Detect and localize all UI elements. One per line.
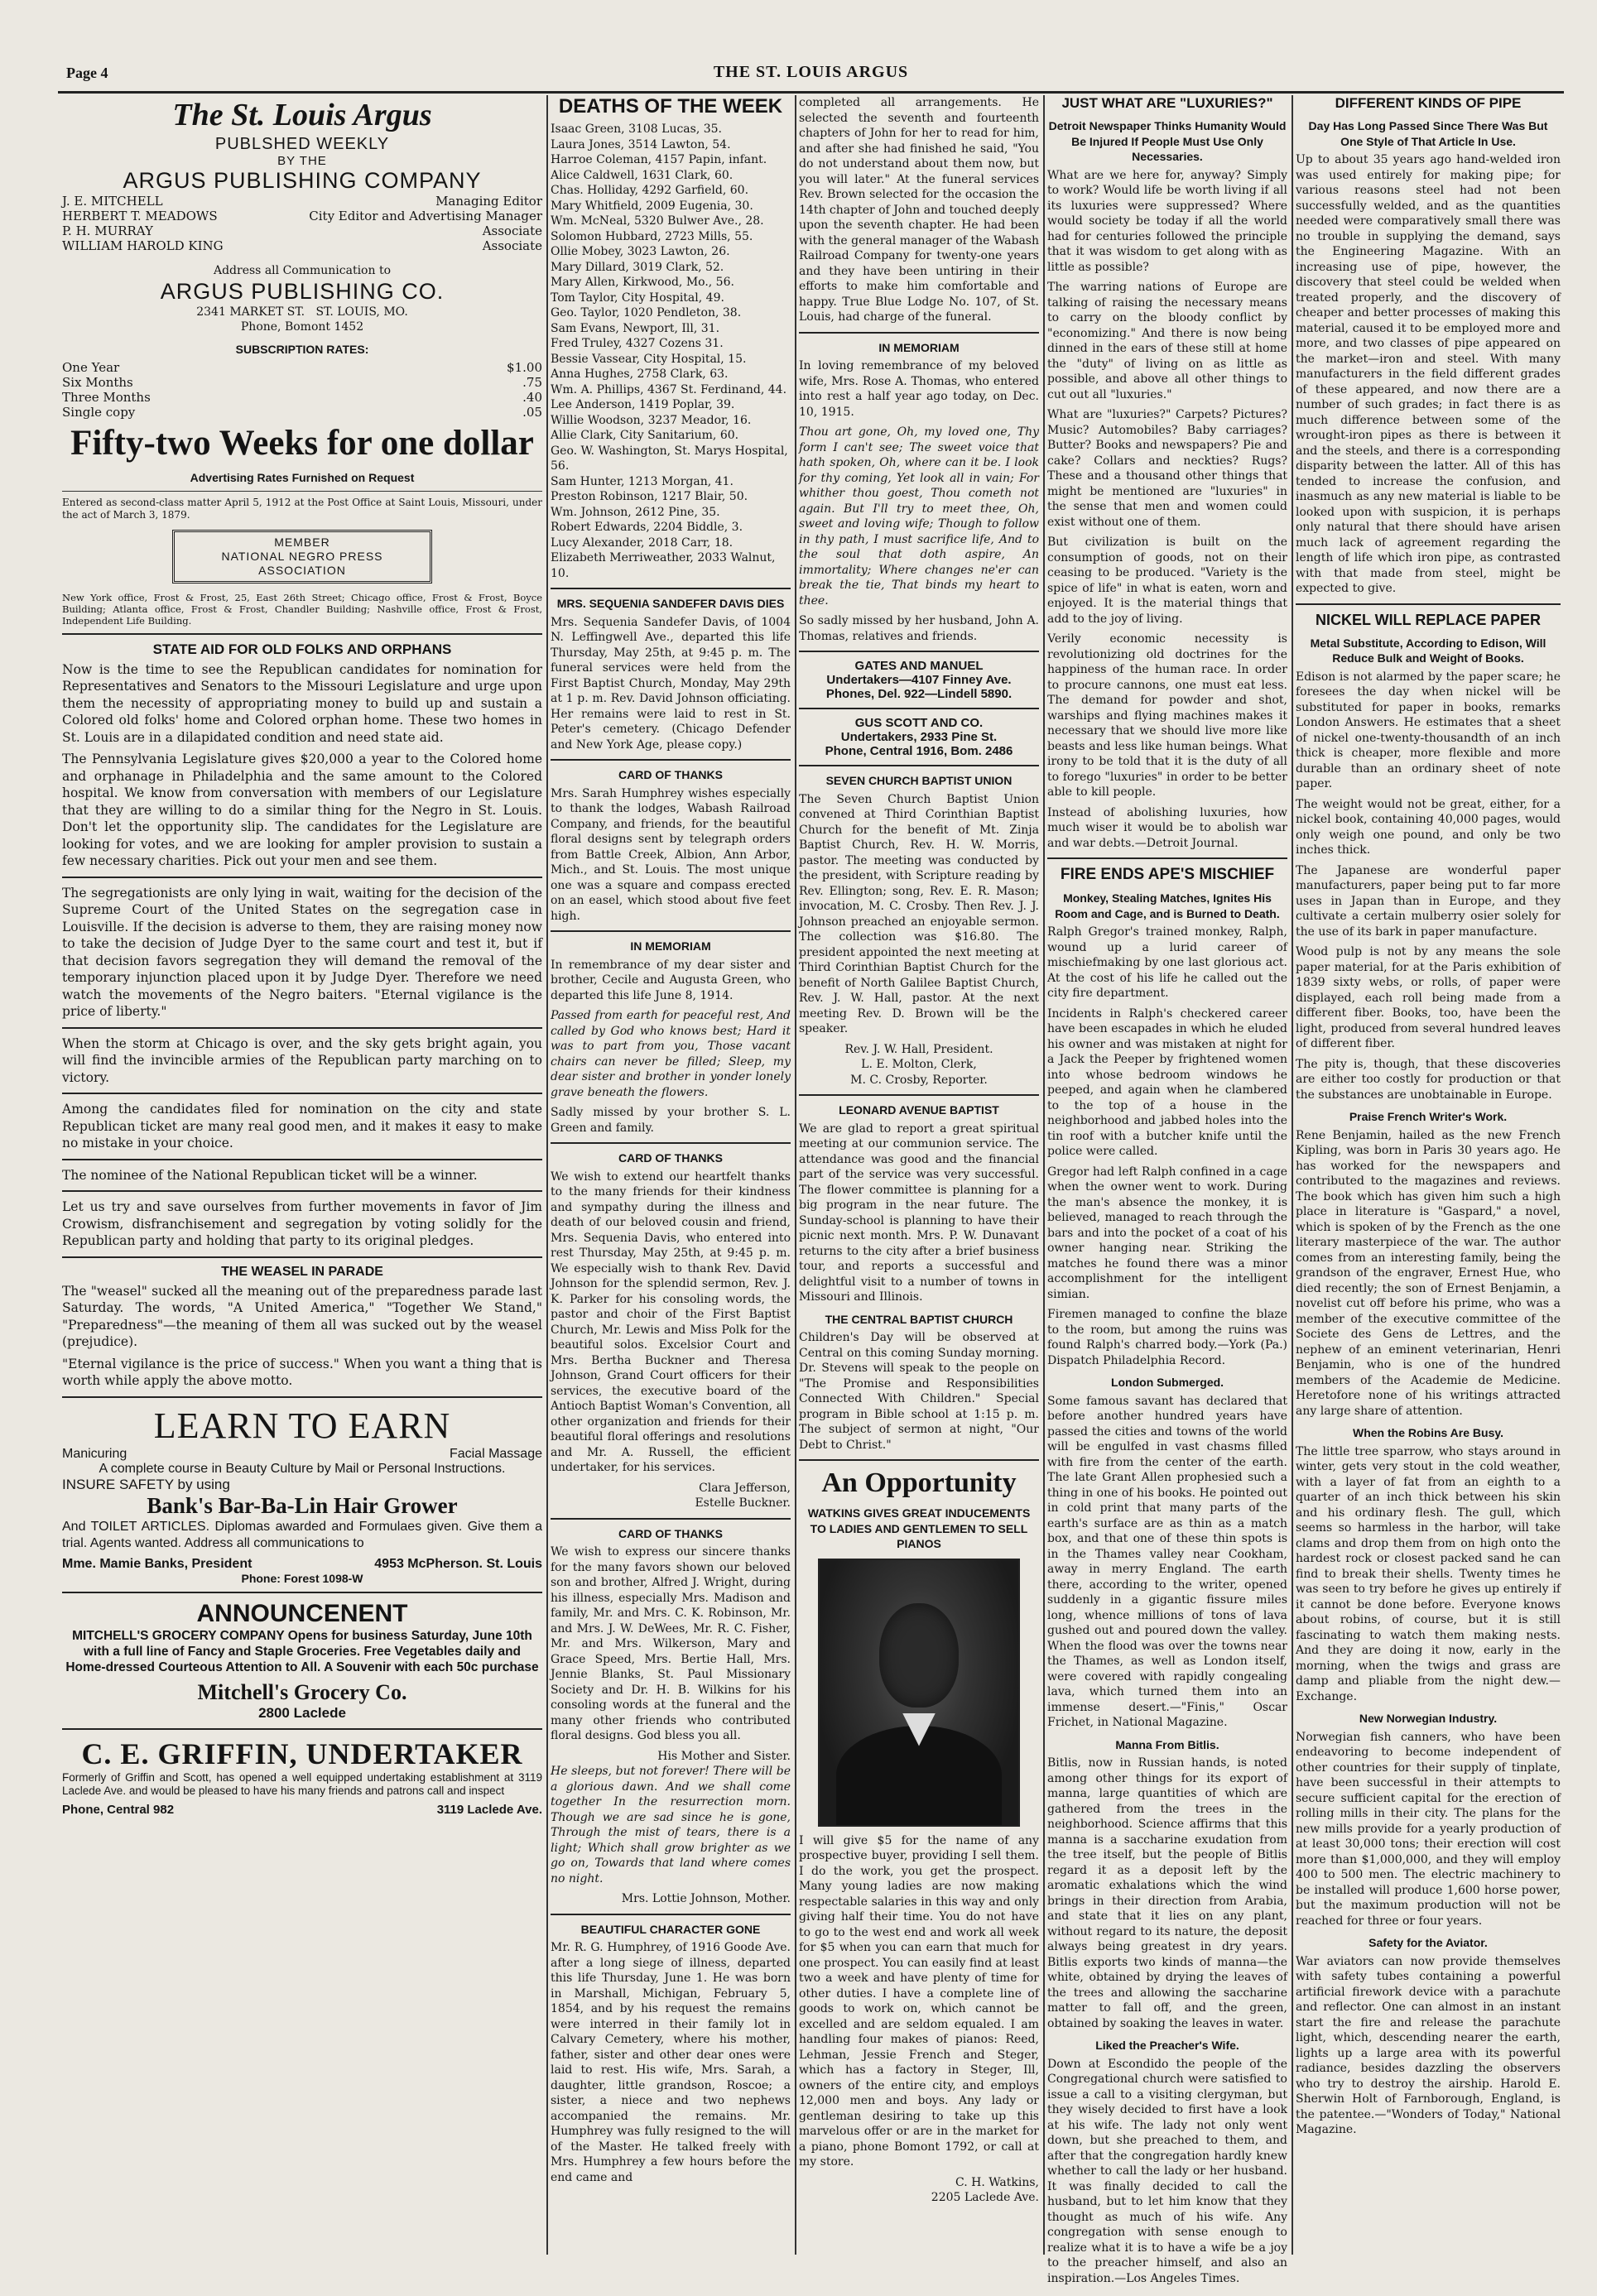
signature: Mrs. Lottie Johnson, Mother. xyxy=(621,1892,791,1905)
ad-title: ANNOUNCENENT xyxy=(196,1599,408,1627)
french-writer-heading: Praise French Writer's Work. xyxy=(1349,1110,1508,1123)
page-number: Page 4 xyxy=(66,65,108,81)
article-paragraph: We wish to extend our heartfelt thanks to the many friends for their kindness and sympathy during the illness and death of our beloved cousin and friend, Mrs. Sequenia Davis, who entered into rest Thursday, May 25th, at 9:45 p. m. We especially wish to thank Rev. David Johnson for the splendid sermon, Rev. J. K. Parker for his consoling words, the pastor and choir of the First Baptist Church, Mr. Lewis and Miss Polk for the beautiful solos. Excelsior Court and Mrs. Bertha Buckner and Theresa Johnson, Grand Court officers for their services, the executive board of the Antioch Baptist Woman's Convention, all other organization and friends for their beautiful floral offerings and resolutions and Mr. A. Russell, the efficient undertaker, for his services. xyxy=(551,1170,791,1474)
luxuries-heading: JUST WHAT ARE "LUXURIES?" xyxy=(1061,95,1273,111)
article-paragraph: Some famous savant has declared that before another hundred years have passed the cities and towns of the world will be engulfed in vast chasms filled with fire from the center of the earth. The late Grant Allen prophesied such a thing in one of his books. He pointed out in cold print that many parts of the earth's surface are as thin as a match box, and that one of these thin spots is in the Thames valley near Cookham, away in merry England. The earth there, according to the writer, opened suddenly in a gigantic fissure miles long, whence millions of tons of lava gushed out and poured down the valley. When the flood was over the towns near the Thames, as well as London itself, were covered with rapidly congealing lava, which turned them into an immense desert.—"Finis," Oscar Frichet, in National Magazine. xyxy=(1047,1394,1287,1729)
article-paragraph: When the storm at Chicago is over, and the sky gets bright again, you will find the invincible armies of the Republican party marching on to victory. xyxy=(62,1035,542,1085)
article-paragraph: Rene Benjamin, hailed as the new French Kipling, was born in Paris 30 years ago. He has worked for the newspapers and contributed to the magazines and reviews. The book which has given him such a high place in literature is "Gaspard," a novel, which is spoken of by the French as the one literary masterpiece of the war. The author comes from an interesting family, being the grandson of the engraver, Ernest Hue, who died recently; the son of Ernest Benjamin, a novelist cut off before his prime, who was a member of the executive committee of the Societe des Gens de Lettres, and the nephew of an eminent veterinarian, Henri Benjamin, who is one of the hundred members of the Academie de Medicine. Heretofore none of his writings attracted any large share of attention. xyxy=(1296,1128,1561,1418)
published-weekly: PUBLSHED WEEKLY xyxy=(214,135,390,153)
death-notice: Ollie Mobey, 3023 Lawton, 26. xyxy=(551,245,730,258)
advertising-rates: Advertising Rates Furnished on Request xyxy=(190,471,415,484)
death-notice: Alice Caldwell, 1631 Clark, 60. xyxy=(551,168,734,182)
signature: 2205 Laclede Ave. xyxy=(931,2191,1039,2204)
article-paragraph: Verily economic necessity is revolutionizing old doctrines for the happiness of the human race. In order to procure cannons, one must eat less. The demand for powder and shot, warships and flying machines makes it necessary that we should live more like beasts and less like human beings. What irony to be told that it is the duty of all to forego "luxuries" in order to be better able to kill people. xyxy=(1047,632,1287,799)
ad-title: C. E. GRIFFIN, UNDERTAKER xyxy=(81,1736,523,1770)
entry-notice: Entered as second-class matter April 5, 1912 at the Post Office at Saint Louis, Missouri, under the act of March 3, 1879. xyxy=(62,496,542,521)
article-paragraph: Down at Escondido the people of the Congregational church were satisfied to issue a call to a visiting clergyman, but they wisely decided to first have a look at his wife. The lady not only went down, but she preached to them, and after that the congregation hardly knew whether to call the lady or her husband. It was finally decided to call the husband, but to let him know that they thought as much of his wife. Any congregation with sense enough to realize what it is to have a wife be a joy to the preacher himself, and also an inspiration.—Los Angeles Times. xyxy=(1047,2057,1287,2285)
article-paragraph: The nominee of the National Republican ticket will be a winner. xyxy=(62,1167,478,1183)
pipe-heading: DIFFERENT KINDS OF PIPE xyxy=(1335,95,1522,111)
article-paragraph: Now is the time to see the Republican candidates for nomination for Representatives and Senators to the Missouri Legislature and urge upon them the necessity of appropriating money to build up and sustain a Colored old folks' home and Colored orphan home. These two homes in St. Louis are in a dilapidated condition and need state aid. xyxy=(62,661,542,745)
robins-heading: When the Robins Are Busy. xyxy=(1352,1426,1503,1439)
article-paragraph: The pity is, though, that these discoveries are either too costly for production or that the substances are unobtainable in Europe. xyxy=(1296,1057,1561,1102)
undertaker-listing: GATES AND MANUEL Undertakers—4107 Finney Ave. Phones, Del. 922—Lindell 5890. xyxy=(825,659,1013,701)
article-paragraph: Wood pulp is not by any means the sole paper material, for at the Paris exhibition of 1839 sixty webs, or rolls, of paper were displayed, each roll being made from a different fiber. Books, too, have been the light, produced from several hundred leaves of different fiber. xyxy=(1296,945,1561,1050)
death-notice: Lee Anderson, 1419 Poplar, 39. xyxy=(551,398,735,411)
ad-title: LEARN TO EARN xyxy=(153,1405,451,1446)
article-paragraph: "Eternal vigilance is the price of success." When you want a thing that is worth while apply the above motto. xyxy=(62,1356,542,1388)
article-paragraph: What are "luxuries?" Carpets? Pictures? Music? Automobiles? Baby carriages? Butter? Books and newspapers? Pie and cake? Collars and neckties? Rugs? These and a thousand other things that might be mentioned are "luxuries" in the sense that men and women could exist without one of them. xyxy=(1047,408,1287,529)
article-paragraph: We are glad to report a great spiritual meeting at our communion service. The attendance was good and the financial part of the service was very successful. The flower committee is planning for a big program in the near future. The Sunday-school is planning to have their picnic next month. Mrs. P. W. Dunavant returns to the city after a brief business tour, and reports a successful and delightful visit to a number of towns in Missouri and Illinois. xyxy=(799,1122,1039,1304)
signature: L. E. Molton, Clerk, xyxy=(861,1058,977,1071)
aviator-heading: Safety for the Aviator. xyxy=(1369,1936,1488,1949)
death-notice: Harroe Coleman, 4157 Papin, infant. xyxy=(551,153,767,166)
deaths-list xyxy=(551,122,791,581)
running-title: THE ST. LOUIS ARGUS xyxy=(713,63,909,81)
article-paragraph: Edison is not alarmed by the paper scare; he foresees the day when nickel will be substituted for paper in books, remarks London Answers. He estimates that a sheet of nickel one-twenty-thousandth of an inch thick is cheaper, more flexible and more durable than an ordinary sheet of note paper. xyxy=(1296,670,1561,790)
article-paragraph: We wish to express our sincere thanks for the many favors shown our beloved son and brother, Alfred J. Wright, during his illness, especially Mrs. Madison and family, Mr. and Mrs. C. K. Robinson, Mr. and Mrs. J. W. DeWees, Mr. R. C. Fisher, Mr. and Mrs. Wilkerson, Mary and Grace Speed, Mrs. Bertie Hall, Mrs. Jennie Blanks, St. Paul Missionary Society and Dr. H. B. Wilkins for his consoling words at the funeral and the many other friends who contributed floral designs. God bless you all. xyxy=(551,1545,791,1742)
rate-row: Single copy .05 xyxy=(62,405,542,420)
death-notice: Robert Edwards, 2204 Biddle, 3. xyxy=(551,521,743,534)
church-heading: SEVEN CHURCH BAPTIST UNION xyxy=(825,774,1013,787)
memoriam-verse: Thou art gone, Oh, my loved one, Thy form I can't see; The sweet voice that hath spoken, Oh, where can it be. I look for thy coming, Yet look all in vain; For whither thou goest, Thou cometh not again. But I'll try to meet thee, Oh, sweet and loving wife; Though to follow in thy path, I must sacrifice life, And to the soul that doth aspire, An immortality; Where changes ne'er can break the tie, That binds my heart to thee. xyxy=(799,425,1039,608)
column-rule xyxy=(546,95,548,2255)
death-notice: Anna Hughes, 2758 Clark, 63. xyxy=(551,367,729,381)
death-notice: Fred Truley, 4327 Cozens 31. xyxy=(551,337,724,350)
article-paragraph: War aviators can now provide themselves with safety tubes containing a powerful artificial firework device with a parachute and reflector. One can almost in an instant start the fire and release the parachute light, which, descending nearer the earth, lights up a large area with its powerful radiance, besides dazzling the observers who try to destroy the airship. Harold E. Sherwin Holt of Farnborough, England, is the patentee.—"Wonders of Today," National Magazine. xyxy=(1296,1954,1561,2136)
staff-row: HERBERT T. MEADOWS City Editor and Advertising Manager xyxy=(62,209,542,223)
church-heading: THE CENTRAL BAPTIST CHURCH xyxy=(825,1312,1013,1326)
card-of-thanks-heading: CARD OF THANKS xyxy=(618,1526,723,1540)
fire-heading: FIRE ENDS APE'S MISCHIEF xyxy=(1060,866,1275,883)
article-paragraph: Incidents in Ralph's checkered career have been escapades in which he eluded his owner and was mistaken at night for a Jack the Peeper by frightened women into whose bedroom windows he peeped, and again when he clambered to the top of a house in the neighborhood and jabbed holes into the tin roof with a butcher knife until the police were called. xyxy=(1047,1006,1287,1158)
signature: Sadly missed by your brother S. L. Green and family. xyxy=(551,1106,791,1135)
article-paragraph: Ralph Gregor's trained monkey, Ralph, wound up a lurid career of mischiefmaking by one last glorious act. At the cost of his life he called out the city fire department. xyxy=(1047,925,1287,1000)
article-paragraph: I will give $5 for the name of any prospective buyer, providing I sell them. I do the work, you get the prospect. Many young ladies are now making respectable salaries in this way and only giving half their time. You do not have to go to the west end and work all week for $5 when you can earn that much for one prospect. You can easily find at least two a week and have plenty of time for other duties. I have a complete line of goods to work on, which cannot be excelled and are seldom equaled. I am handling four makes of pianos: Reed, Lehman, Jessie French and Steger, which has a factory in Steger, Ill, owners of the entire city, and employs 12,000 men and boys. Any lady or gentleman desiring to take up this marvelous offer or are in the market for a piano, phone Bomont 1792, or call at my store. xyxy=(799,1833,1039,2169)
card-of-thanks-heading: CARD OF THANKS xyxy=(618,768,723,781)
death-notice: Lucy Alexander, 2018 Carr, 18. xyxy=(551,536,734,550)
article-paragraph: The segregationists are only lying in wait, waiting for the decision of the Supreme Court of the United States on the segregation case in Louisville. If the decision is adverse to them, they are raising money now to take the decision of Judge Dyer to the same court and test it, but if that decision favors segregation they will demand the removal of the temporary injunction placed upon it by Judge Dyer. Therefore we need watch the movements of the Negro baiters. "Eternal vigilance is the price of liberty." xyxy=(62,885,542,1019)
column-editorial xyxy=(62,95,542,2255)
column-features xyxy=(1047,95,1287,2285)
article-paragraph: The Seven Church Baptist Union convened at Third Corinthian Baptist Church for the benefit of Mt. Zinja Baptist Church, Rev. H. W. Morris, pastor. The meeting was conducted by the president, with Scripture reading by Rev. Ellington; song, Rev. E. R. Mason; invocation, M. C. Crosby. Then Rev. J. J. Johnson preached an enjoyable sermon. The collection was $16.80. The president appointed the next meeting at Third Corinthian Baptist Church for the benefit of North Galilee Baptist Church, Rev. J. W. Hall, pastor. At the next meeting Rev. D. Brown will be the speaker. xyxy=(799,792,1039,1035)
obituary-heading: BEAUTIFUL CHARACTER GONE xyxy=(580,1922,761,1936)
subscription-heading: SUBSCRIPTION RATES: xyxy=(235,342,369,356)
death-notice: Preston Robinson, 1217 Blair, 50. xyxy=(551,490,748,503)
memorial-verse: He sleeps, but not forever! There will be a glorious dawn. And we shall come together In the resurrection morn. Though we are sad since he is gone, Through the mist of tears, there is a light; Which shall grow brighter as we go on, Towards that land where comes no night. xyxy=(551,1765,791,1885)
article-paragraph: Bitlis, now in Russian hands, is noted among other things for its export of manna, large quantities of which are gathered from the trees in the neighborhood. Science affirms that this manna is a saccharine exudation from the tree itself, but the people of Bitlis regard it as a deposit left by the aromatic exhalations which the wind brings in their direction from Arabia, and state that it lies on any plant, without regard to its nature, the deposit always being greatest in dry years. Bitlis exports two kinds of manna—the white, obtained by drying the leaves of the trees and allowing the saccharine matter to fall off, and the green, obtained by soaking the leaves in water. xyxy=(1047,1756,1287,2030)
death-notice: Laura Jones, 3514 Lawton, 54. xyxy=(551,137,731,151)
signature: M. C. Crosby, Reporter. xyxy=(850,1073,988,1087)
column-rule xyxy=(1292,95,1293,2255)
article-paragraph: What are we here for, anyway? Simply to work? Would life be worth living if all its luxuries were suppressed? Where would society be today if all the world had for centuries followed the principle that it was wisdom to get along with as little as possible? xyxy=(1047,168,1287,274)
pipe-subhead: Day Has Long Passed Since There Was But One Style of That Article In Use. xyxy=(1308,119,1548,148)
death-notice: Mary Dillard, 3019 Clark, 52. xyxy=(551,260,724,274)
rates-table xyxy=(62,360,542,420)
signature: So sadly missed by her husband, John A. Thomas, relatives and friends. xyxy=(799,614,1039,643)
death-notice: Geo. W. Washington, St. Marys Hospital, 56. xyxy=(551,444,788,473)
slogan: Fifty-two Weeks for one dollar xyxy=(70,424,534,463)
death-notice: Sam Evans, Newport, Ill, 31. xyxy=(551,321,720,335)
article-paragraph: The Japanese are wonderful paper manufacturers, paper being put to far more uses in Japan than in Europe, and they cultivate a certain mulberry osier solely for the use of its bark in paper manufacture. xyxy=(1296,863,1561,939)
nickel-subhead: Metal Substitute, According to Edison, Will Reduce Bulk and Weight of Books. xyxy=(1310,636,1546,665)
death-notice: Wm. Johnson, 2612 Pine, 35. xyxy=(551,505,720,519)
death-notice: Bessie Vassear, City Hospital, 15. xyxy=(551,352,747,366)
column-church-news xyxy=(799,95,1039,2255)
page-header xyxy=(58,58,1564,91)
card-of-thanks-heading: CARD OF THANKS xyxy=(618,1151,723,1165)
column-obituaries xyxy=(551,95,791,2255)
death-notice: Sam Hunter, 1213 Morgan, 41. xyxy=(551,474,734,488)
rate-row: Three Months .40 xyxy=(62,390,542,405)
article-paragraph: Norwegian fish canners, who have been endeavoring to become independent of other countries for their supply of tinplate, have been successful in their attempts to secure sufficient capital for the erection of rolling mills in their city. The plans for the new mills provide for a yearly production of at least 30,000 tons; their erection will cost more than $1,000,000, and they will employ 400 to 500 men. The electric machinery to be installed will produce 1,600 horse power, but the maximum production will not be reached for three or four years. xyxy=(1296,1730,1561,1928)
portrait-photo xyxy=(818,1559,1020,1827)
death-notice: Elizabeth Merriweather, 2033 Walnut, 10. xyxy=(551,551,776,580)
rate-row: Six Months .75 xyxy=(62,375,542,390)
article-paragraph: Among the candidates filed for nomination on the city and state Republican ticket are many real good men, and it makes it easy to make no mistake in your choice. xyxy=(62,1102,542,1150)
article-paragraph: Gregor had left Ralph confined in a cage when the owner went to work. During the man's absence the monkey, it is believed, managed to reach through the bars and into the pocket of a coat of his owner hanging near. Striking the matches he found there was a minor accomplishment for the intelligent simian. xyxy=(1047,1165,1287,1301)
norwegian-heading: New Norwegian Industry. xyxy=(1359,1712,1498,1725)
undertaker-listing: GUS SCOTT AND CO. Undertakers, 2933 Pine St. Phone, Central 1916, Bom. 2486 xyxy=(825,716,1013,758)
church-heading: LEONARD AVENUE BAPTIST xyxy=(839,1103,999,1117)
rate-row: One Year $1.00 xyxy=(62,360,542,375)
death-notice: Tom Taylor, City Hospital, 49. xyxy=(551,291,724,305)
article-paragraph: The little tree sparrow, who stays around in winter, gets very stout in the cold weather, with a layer of fat from an eighth to a quarter of an inch thick between his skin and his ordinary flesh. The gull, which seems so harmless in the harbor, will take clams and drop them from on high onto the hardest rock or closest packed sand he can find to break their shells. Twenty times he was seen to try before he gives up entirely if it cannot be done before. Everyone knows about robins, of course, but it is still fascinating to watch them making nests. And they are doing it now, early in the morning, when the twigs and grass are damp and pliable from the night dew.—Exchange. xyxy=(1296,1444,1561,1703)
death-notice: Chas. Holliday, 4292 Garfield, 60. xyxy=(551,184,749,197)
death-notice: Mary Allen, Kirkwood, Mo., 56. xyxy=(551,276,734,289)
address-label: Address all Communication to xyxy=(213,264,392,277)
article-paragraph: Mrs. Sequenia Sandefer Davis, of 1004 N. Leffingwell Ave., departed this life Thursday, May 25th, at 9:45 p. m. The funeral services were held from the First Baptist Church, Monday, May 29th at 1 p. m. Rev. David Johnson officiating. Her remains were laid to rest in St. Peter's cemetery. (Chicago Defender and New York Age, please copy.) xyxy=(551,615,791,752)
article-paragraph: Mr. R. G. Humphrey, of 1916 Goode Ave. after a long siege of illness, departed this life Thursday, June 1. He was born in Marshall, Michigan, February 5, 1854, and by his request the remains were interred in their family lot in Calvary Cemetery, where his mother, father, sister and other dear ones were laid to rest. His wife, Mrs. Sarah, a daughter, little grandson, Roscoe; a sister, a niece and two nephews accompanied the remains. Mr. Humphrey was fully resigned to the will of the Master. He talked freely with Mrs. Humphrey a few hours before the end came and xyxy=(551,1941,791,2184)
article-paragraph: The Pennsylvania Legislature gives $20,000 a year to the Colored home and orphanage in Philadelphia and the same amount to the Colored hospital. We know from conversation with members of our Legislature that they are willing to do a similar thing for the Negro in St. Louis. Don't let the opportunity slip. The candidates for the Legislature are looking for votes, and we are looking for ampler provision to sustain a few necessary charities. Pick out your men and see them. xyxy=(62,752,542,868)
fire-subhead: Monkey, Stealing Matches, Ignites His Room and Cage, and is Burned to Death. xyxy=(1055,891,1280,920)
death-notice: Wm. A. Phillips, 4367 St. Ferdinand, 44. xyxy=(551,382,787,396)
signature: Estelle Buckner. xyxy=(695,1496,791,1510)
deaths-heading: DEATHS OF THE WEEK xyxy=(558,95,783,118)
undertaker-ad: C. E. GRIFFIN, UNDERTAKER Formerly of Griffin and Scott, has opened a well equipped undertaking establishment at 3119 Laclede Ave. and would be pleased to have his many friends and patrons call and inspect Phone, Central 982 3119 Laclede Ave. xyxy=(62,1736,542,1817)
article-paragraph: Let us try and save ourselves from further movements in favor of Jim Crowism, disfranchisement and segregation by voting solidly for the Republican party and holding that party to its original pledges. xyxy=(62,1199,542,1248)
obituary-heading: MRS. SEQUENIA SANDEFER DAVIS DIES xyxy=(556,597,785,610)
memoriam-heading: IN MEMORIAM xyxy=(878,340,960,354)
office-phone: Phone, Bomont 1452 xyxy=(240,320,364,334)
article-paragraph: completed all arrangements. He selected the seventh and fourteenth chapters of John for her to read for him, and after she had finished he said, "You do not understand about them now, but you will later." At the funeral services Rev. Brown selected for the occasion the 14th chapter of John and touched deeply upon the seventh chapter. He had been with the general manager of the Wabash Railroad Company for twenty-one years and they have been untiring in their efforts to make him comfortable and happy. True Blue Lodge No. 107, of St. Louis, had charge of the funeral. xyxy=(799,96,1039,324)
death-notice: Isaac Green, 3108 Lucas, 35. xyxy=(551,122,722,136)
death-notice: Mary Whitfield, 2009 Eugenia, 30. xyxy=(551,199,753,213)
staff-list xyxy=(62,194,542,253)
article-paragraph: Firemen managed to confine the blaze to the room, but among the ruins was found Ralph's charred body.—York (Pa.) Dispatch Philadelphia Record. xyxy=(1047,1308,1287,1367)
article-paragraph: The weight would not be great, either, for a nickel book, containing 40,000 pages, would only weigh one pound, and only be two inches thick. xyxy=(1296,797,1561,857)
article-paragraph: But civilization is built on the consumption of goods, not on their ceasing to be produced. "Variety is the spice of life" in what is eaten, worn and enjoyed. It is the material things that add to the joy of living. xyxy=(1047,536,1287,626)
article-paragraph: The warring nations of Europe are talking of raising the necessary means to carry on the bloody conflict by "economizing." And there is now being dinned in the ears of these still at home the "duty" of living on as little as possible, and above all other things to cut out all "luxuries." xyxy=(1047,281,1287,401)
press-association-badge: MEMBER NATIONAL NEGRO PRESS ASSOCIATION xyxy=(172,530,432,584)
product-name: Bank's Bar-Ba-Lin Hair Grower xyxy=(147,1492,458,1518)
staff-row: WILLIAM HAROLD KING Associate xyxy=(62,238,542,253)
luxuries-subhead: Detroit Newspaper Thinks Humanity Would Be Injured If People Must Use Only Necessaries. xyxy=(1048,119,1287,163)
branch-offices: New York office, Frost & Frost, 25, East 26th Street; Chicago office, Frost & Frost, Boyce Building; Atlanta office, Frost & Frost, Chandler Building; Nashville office, Frost & Frost, Independent Life Building. xyxy=(62,591,542,627)
weasel-heading: THE WEASEL IN PARADE xyxy=(221,1264,383,1279)
column-miscellany xyxy=(1296,95,1561,2255)
signature: Clara Jefferson, xyxy=(699,1481,791,1495)
nickel-heading: NICKEL WILL REPLACE PAPER xyxy=(1315,611,1542,628)
death-notice: Willie Woodson, 3237 Meador, 16. xyxy=(551,413,752,427)
memoriam-heading: IN MEMORIAM xyxy=(630,939,711,953)
article-paragraph: Children's Day will be observed at Central on this coming Sunday morning. Dr. Stevens will speak to the people on "The Promise and Responsibilities Connected With Children." Special program in Bible school at 1:15 p. m. The subject of sermon at night, "Our Debt to Christ." xyxy=(799,1331,1039,1452)
article-paragraph: In remembrance of my dear sister and brother, Cecile and Augusta Green, who departed this life June 8, 1914. xyxy=(551,958,791,1002)
staff-row: J. E. MITCHELL Managing Editor xyxy=(62,194,542,209)
column-rule xyxy=(795,95,796,2255)
article-paragraph: Instead of abolishing luxuries, how much wiser it would be to abolish war and war debts.—Detroit Journal. xyxy=(1047,805,1287,850)
memoriam-verse: Passed from earth for peaceful rest, And called by God who knows best; Hard it was to part from you, Those vacant chairs can never be filled; Sleep, my dear sister and brother in yonder lonely grave beneath the flowers. xyxy=(551,1009,791,1099)
signature: His Mother and Sister. xyxy=(657,1749,791,1763)
by-the: BY THE xyxy=(277,154,327,168)
article-paragraph: Mrs. Sarah Humphrey wishes especially to thank the lodges, Wabash Railroad Company, and friends, for the beautiful floral designs sent by telegraph orders from Battle Creek, Albion, Ann Arbor, Mich., and St. Louis. The most unique one was a square and compass erected on an easel, which stood about five feet high. xyxy=(551,786,791,923)
article-paragraph: Up to about 35 years ago hand-welded iron was used entirely for making pipe; for various reasons steel had not been successfully welded, and as the quantities needed were comparatively small there was no trouble in supplying the demand, says the Engineering Magazine. With an increasing use of pipe, however, the discovery that steel could be welded when treated properly, and the discovery of cheaper and better processes of making this material, caused it to be employed more and more, and two classes of pipe appeared on the market—iron and steel. With many manufacturers in the field different grades of these appeared, and now there are a number of such grades; in fact there is as much difference between some of the wrought-iron pipes as there is between it and the steels, and there is a corresponding disparity between the latter. All of this has tended to increase the confusion, and inasmuch as any new material is liable to be looked upon with suspicion, it is perhaps only natural that there should have arisen much lack of agreement regarding the length of life which iron pipe, as contrasted with that made from steel, might be expected to give. xyxy=(1296,153,1561,595)
state-aid-heading: STATE AID FOR OLD FOLKS AND ORPHANS xyxy=(152,641,452,657)
opportunity-headline: An Opportunity xyxy=(821,1467,1017,1498)
header-rule xyxy=(58,91,1564,94)
london-heading: London Submerged. xyxy=(1110,1376,1224,1389)
signature: C. H. Watkins, xyxy=(955,2175,1039,2189)
death-notice: Wm. McNeal, 5320 Bulwer Ave., 28. xyxy=(551,214,764,228)
street-address: 2341 MARKET ST. ST. LOUIS, MO. xyxy=(196,305,408,319)
staff-row: P. H. MURRAY Associate xyxy=(62,223,542,238)
grocery-announcement: ANNOUNCENENT MITCHELL'S GROCERY COMPANY Opens for business Saturday, June 10th with a full line of Fancy and Staple Groceries. Free Vegetables daily and Home-dressed Courteous Attention to All. A Souvenir with each 50c purchase Mitchell's Grocery Co. 2800 Laclede xyxy=(62,1600,542,1722)
preacher-heading: Liked the Preacher's Wife. xyxy=(1095,2039,1239,2052)
opportunity-subhead: WATKINS GIVES GREAT INDUCEMENTS TO LADIES AND GENTLEMEN TO SELL PIANOS xyxy=(807,1506,1031,1550)
manna-heading: Manna From Bitlis. xyxy=(1115,1737,1219,1751)
learn-to-earn-ad: LEARN TO EARN Manicuring Facial Massage A complete course in Beauty Culture by Mail or Personal Instructions. INSURE SAFETY by using Bank's Bar-Ba-Lin Hair Grower And TOILET ARTICLES. Diplomas awarded and Formulaes given. Give them a trial. Agents wanted. Address all communications to Mme. Mamie Banks, President 4953 McPherson. St. Louis Phone: Forest 1098-W xyxy=(62,1405,542,1585)
address-company: ARGUS PUBLISHING CO. xyxy=(160,278,445,304)
column-rule xyxy=(1043,95,1045,2255)
publisher-name: ARGUS PUBLISHING COMPANY xyxy=(123,168,482,193)
article-paragraph: In loving remembrance of my beloved wife, Mrs. Rose A. Thomas, who entered into rest a half year ago today, on Dec. 10, 1915. xyxy=(799,359,1039,419)
masthead: The St. Louis Argus xyxy=(172,98,432,132)
death-notice: Allie Clark, City Sanitarium, 60. xyxy=(551,429,739,442)
death-notice: Solomon Hubbard, 2723 Mills, 55. xyxy=(551,229,753,243)
signature: Rev. J. W. Hall, President. xyxy=(844,1042,993,1056)
death-notice: Geo. Taylor, 1020 Pendleton, 38. xyxy=(551,306,742,319)
article-paragraph: The "weasel" sucked all the meaning out of the preparedness parade last Saturday. The words, "A United America," "Together We Stand," "Preparedness"—the meaning of them all was sucked out by the weasel (prejudice). xyxy=(62,1283,542,1349)
